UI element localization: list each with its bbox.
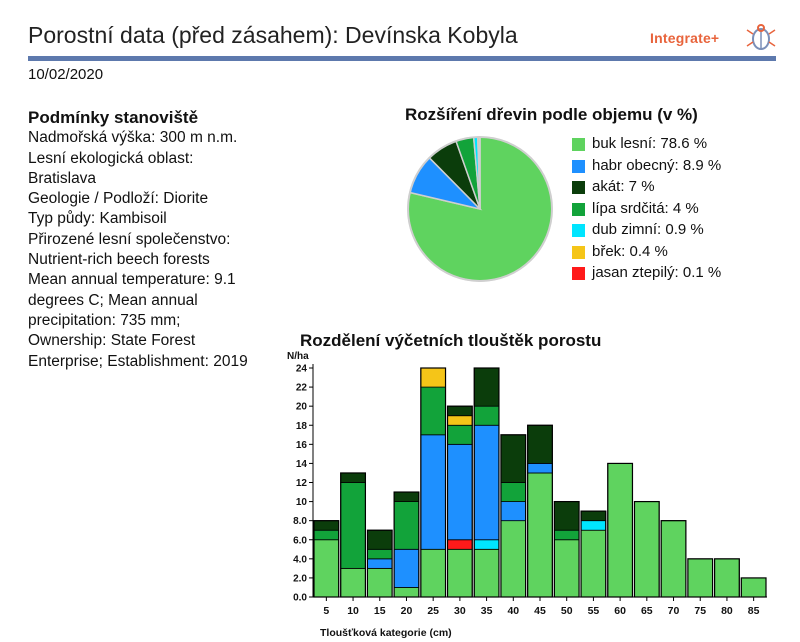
y-tick-label: 2.0 <box>293 573 307 585</box>
y-axis-label: N/ha <box>287 351 309 362</box>
y-tick-label: 24 <box>295 363 307 375</box>
x-tick-label: 80 <box>721 605 733 617</box>
bar-segment <box>341 568 366 597</box>
y-tick-label: 18 <box>295 420 307 432</box>
x-tick-label: 55 <box>587 605 600 617</box>
x-tick-label: 65 <box>640 605 653 617</box>
legend-swatch <box>572 138 585 151</box>
diameter-histogram <box>280 348 780 642</box>
legend-swatch <box>572 203 585 216</box>
bar-segment <box>554 502 579 531</box>
y-tick-label: 10 <box>295 497 307 509</box>
y-tick-label: 6.0 <box>293 535 307 547</box>
page-title: Porostní data (před zásahem): Devínska Kobyla <box>28 22 518 48</box>
header-divider <box>28 56 776 61</box>
site-line: Mean annual temperature: 9.1 <box>28 271 236 289</box>
legend-label: lípa srdčitá: 4 % <box>592 199 699 217</box>
bar-segment <box>581 511 606 521</box>
bar-segment <box>341 483 366 569</box>
bar-segment <box>421 368 446 387</box>
site-line: degrees C; Mean annual <box>28 291 198 309</box>
x-tick-label: 20 <box>400 605 413 617</box>
bar-segment <box>688 559 713 597</box>
x-tick-label: 85 <box>747 605 760 617</box>
histogram-title: Rozdělení výčetních tlouštěk porostu <box>300 331 602 350</box>
bar-segment <box>314 540 339 597</box>
legend-label: akát: 7 % <box>592 178 655 195</box>
x-tick-label: 70 <box>667 605 680 617</box>
legend-label: habr obecný: 8.9 % <box>592 156 722 174</box>
bar-segment <box>474 549 499 597</box>
legend-swatch <box>572 160 585 173</box>
y-tick-label: 0.0 <box>293 592 307 604</box>
bar-segment <box>394 492 419 502</box>
y-tick-label: 22 <box>295 382 307 394</box>
bar-segment <box>501 483 526 502</box>
x-tick-label: 45 <box>534 605 546 617</box>
bar-segment <box>367 549 392 559</box>
bar-segment <box>528 425 553 463</box>
bar-segment <box>448 444 473 539</box>
bar-segment <box>448 425 473 444</box>
x-tick-label: 5 <box>323 605 330 617</box>
legend-swatch <box>572 267 585 280</box>
x-tick-label: 60 <box>614 605 626 617</box>
legend-label: buk lesní: 78.6 % <box>592 135 708 152</box>
bar-segment <box>474 425 499 540</box>
bar-segment <box>474 368 499 406</box>
integrate-logo <box>650 20 780 52</box>
site-line: Přirozené lesní společenstvo: <box>28 230 231 248</box>
y-tick-label: 20 <box>295 401 307 413</box>
site-line: Bratislava <box>28 169 97 187</box>
site-conditions <box>28 108 276 372</box>
bar-segment <box>448 540 473 550</box>
logo-text: Integrate+ <box>650 30 720 46</box>
bar-segment <box>474 540 499 550</box>
y-tick-label: 14 <box>295 458 307 470</box>
x-axis-label: Tloušťková kategorie (cm) <box>320 627 452 639</box>
beetle-icon <box>744 20 778 54</box>
x-tick-label: 50 <box>560 605 573 617</box>
site-line: Nutrient-rich beech forests <box>28 251 210 269</box>
bar-segment <box>448 549 473 597</box>
bar-segment <box>741 578 766 597</box>
site-heading: Podmínky stanoviště <box>28 108 199 127</box>
pie-chart-title: Rozšíření dřevin podle objemu (v %) <box>405 105 698 124</box>
bar-segment <box>448 416 473 426</box>
bar-segment <box>501 435 526 483</box>
bar-segment <box>528 473 553 597</box>
legend-label: břek: 0.4 % <box>592 242 668 260</box>
y-tick-label: 4.0 <box>293 554 307 566</box>
legend-swatch <box>572 181 585 194</box>
y-tick-label: 16 <box>295 439 307 451</box>
site-line: Nadmořská výška: 300 m n.m. <box>28 129 238 147</box>
bar-segment <box>448 406 473 416</box>
bar-segment <box>394 502 419 550</box>
site-line: Enterprise; Establishment: 2019 <box>28 352 248 370</box>
bar-segment <box>367 559 392 569</box>
bar-segment <box>501 521 526 597</box>
bar-segment <box>608 463 633 597</box>
x-tick-label: 30 <box>454 605 466 617</box>
bar-segment <box>581 521 606 531</box>
site-line: Typ půdy: Kambisoil <box>28 210 167 228</box>
bar-segment <box>421 387 446 435</box>
x-tick-label: 35 <box>480 605 493 617</box>
x-tick-label: 40 <box>507 605 520 617</box>
bar-segment <box>421 435 446 549</box>
legend-label: dub zimní: 0.9 % <box>592 221 704 238</box>
bar-segment <box>367 568 392 597</box>
bar-segment <box>528 463 553 473</box>
x-tick-label: 25 <box>427 605 440 617</box>
legend-swatch <box>572 224 585 237</box>
site-line: Geologie / Podloží: Diorite <box>28 190 209 208</box>
bar-segment <box>661 521 686 597</box>
bar-segment <box>314 530 339 540</box>
bar-segment <box>341 473 366 483</box>
x-tick-label: 10 <box>347 605 359 617</box>
y-tick-label: 8.0 <box>293 516 307 528</box>
bar-segment <box>314 521 339 531</box>
site-line: Ownership: State Forest <box>28 332 196 350</box>
bar-segment <box>634 502 659 597</box>
x-tick-label: 75 <box>694 605 707 617</box>
legend-label: jasan ztepilý: 0.1 % <box>592 264 722 281</box>
site-line: precipitation: 735 mm; <box>28 311 181 329</box>
bar-segment <box>581 530 606 597</box>
bar-segment <box>394 549 419 587</box>
report-date: 10/02/2020 <box>28 66 104 83</box>
y-tick-label: 12 <box>295 478 307 489</box>
species-pie-chart <box>400 136 560 286</box>
bar-segment <box>394 587 419 597</box>
x-tick-label: 15 <box>373 605 386 617</box>
bar-segment <box>367 530 392 549</box>
bar-segment <box>715 559 740 597</box>
legend-swatch <box>572 246 585 259</box>
bar-segment <box>474 406 499 425</box>
bar-segment <box>501 502 526 521</box>
bar-segment <box>554 540 579 597</box>
bar-segment <box>421 549 446 597</box>
site-line: Lesní ekologická oblast: <box>28 149 194 167</box>
bar-segment <box>554 530 579 540</box>
